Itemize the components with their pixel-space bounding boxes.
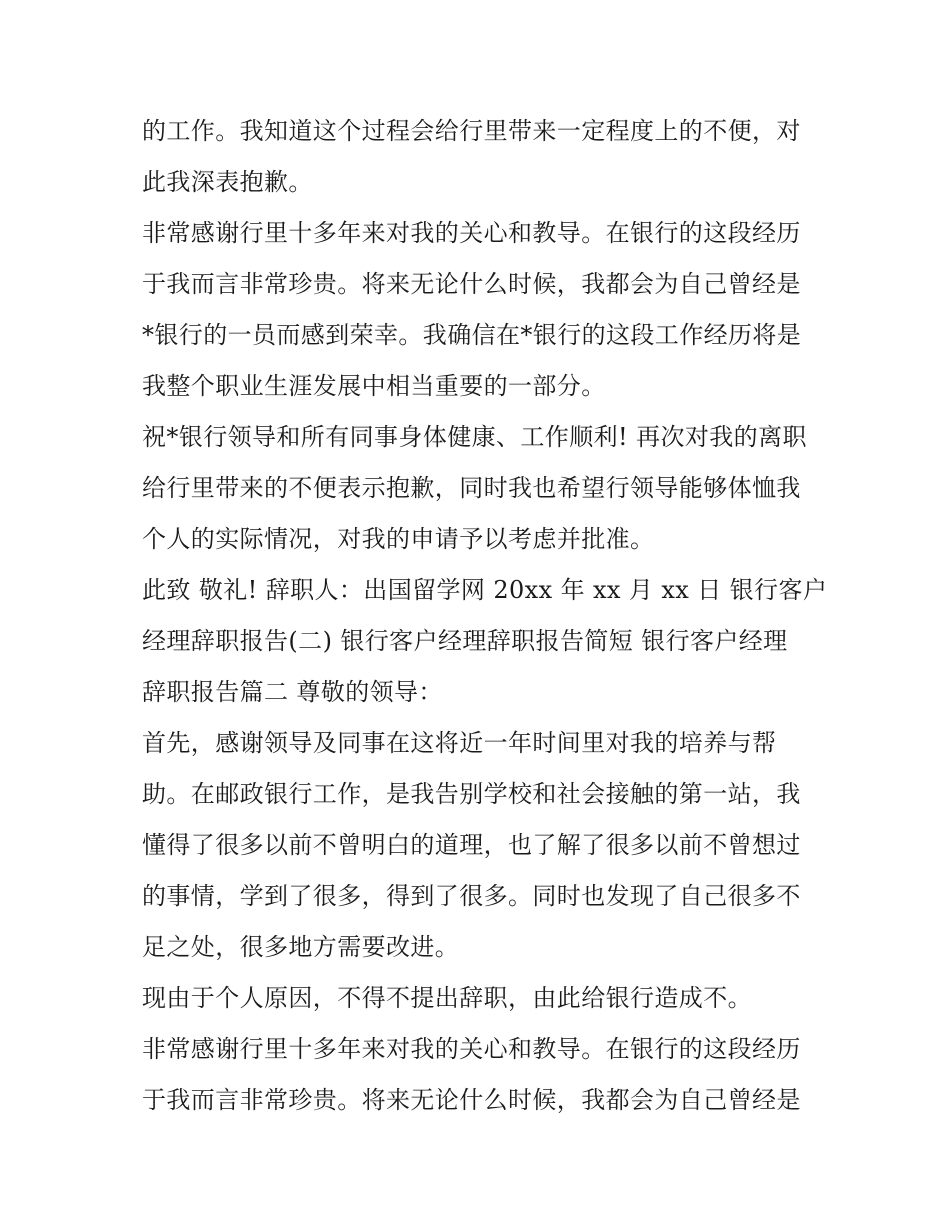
document-body	[142, 106, 828, 1126]
text-line: 足之处，很多地方需要改进。	[142, 933, 460, 961]
text-line: 辞职报告篇二 尊敬的领导：	[142, 678, 443, 706]
text-line: 于我而言非常珍贵。将来无论什么时候，我都会为自己曾经是	[142, 1086, 801, 1114]
text-line: 我整个职业生涯发展中相当重要的一部分。	[142, 372, 606, 400]
text-line: 懂得了很多以前不曾明白的道理，也了解了很多以前不曾想过	[142, 831, 801, 859]
text-line: 非常感谢行里十多年来对我的关心和教导。在银行的这段经历	[142, 219, 801, 247]
text-line: 的事情，学到了很多，得到了很多。同时也发现了自己很多不	[142, 882, 801, 910]
text-line: 首先，感谢领导及同事在这将近一年时间里对我的培养与帮	[142, 729, 777, 757]
text-line: 现由于个人原因，不得不提出辞职，由此给银行造成不。	[142, 984, 752, 1012]
text-line: 给行里带来的不便表示抱歉，同时我也希望行领导能够体恤我	[142, 474, 801, 502]
text-line: 非常感谢行里十多年来对我的关心和教导。在银行的这段经历	[142, 1035, 801, 1063]
text-line: 经理辞职报告(二) 银行客户经理辞职报告简短 银行客户经理	[142, 627, 788, 655]
text-line: 祝*银行领导和所有同事身体健康、工作顺利! 再次对我的离职	[142, 423, 807, 451]
text-line: 个人的实际情况，对我的申请予以考虑并批准。	[142, 525, 655, 553]
text-line: 于我而言非常珍贵。将来无论什么时候，我都会为自己曾经是	[142, 270, 801, 298]
text-line: *银行的一员而感到荣幸。我确信在*银行的这段工作经历将是	[142, 321, 802, 349]
text-line: 此我深表抱歉。	[142, 168, 313, 196]
text-line: 的工作。我知道这个过程会给行里带来一定程度上的不便，对	[142, 117, 801, 145]
text-line: 此致 敬礼! 辞职人：出国留学网 20xx 年 xx 月 xx 日 银行客户	[142, 576, 828, 604]
text-line: 助。在邮政银行工作，是我告别学校和社会接触的第一站，我	[142, 780, 801, 808]
